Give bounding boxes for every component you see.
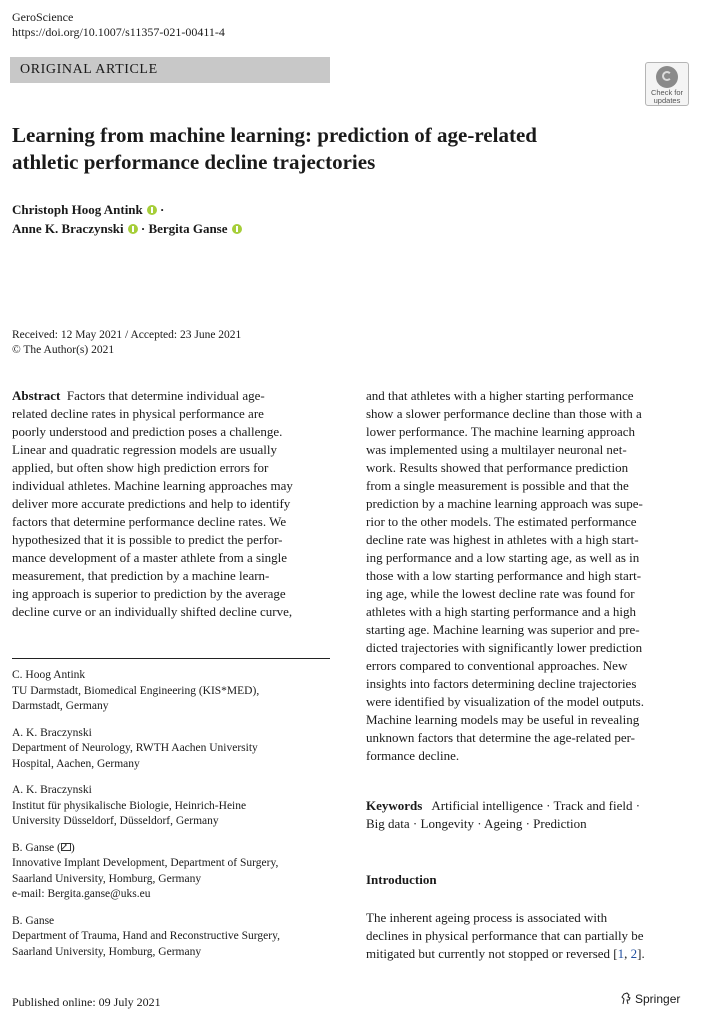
affiliation-item: A. K. Braczynski Institut für physikalische Biologie, Heinrich-Heine University Düsseldorf, Düsseldorf, Germany <box>12 784 247 827</box>
affiliation-item: A. K. Braczynski Department of Neurology, RWTH Aachen University Hospital, Aachen, Germany <box>12 726 258 770</box>
published-date: Published online: 09 July 2021 <box>12 995 161 1009</box>
orcid-icon[interactable] <box>147 205 157 215</box>
affiliation-item: B. Ganse Department of Trauma, Hand and Reconstructive Surgery, Saarland University, Homburg, Germany <box>12 914 280 958</box>
check-for-updates-button[interactable] <box>645 62 689 106</box>
email-link[interactable]: e-mail: Bergita.ganse@uks.eu <box>12 888 151 900</box>
abstract-right-column: and that athletes with a higher starting performance show a slower performance decline than those with a lower performance. The machine learning approach was implemented using a multilayer neuronal net- work. Results showed that performance prediction from a single measurement is possible and that the prediction by a machine learning approach was supe- rior to the other models. The estimated performance decline rate was highest in athletes with a high start- ing performance and a low starting age, as well as in those with a low starting performance and high start- ing age, while the lowest decline rate was found for athletes with a high starting performance and a high starting age. Machine learning was superior and pre- dicted trajectories with significantly lower prediction errors compared to conventional approaches. New insights into factors determining decline trajectories were identified by visualization of the model outputs. Machine learning models may be useful in revealing unknown factors that determine the age-related per- formance decline. <box>366 388 644 763</box>
keywords-heading: Keywords <box>366 798 423 813</box>
orcid-icon[interactable] <box>232 224 242 234</box>
check-updates-label: Check for updates <box>650 88 684 105</box>
author-name[interactable]: Anne K. Braczynski <box>12 221 124 236</box>
check-updates-icon <box>656 66 678 88</box>
author-list: Christoph Hoog Antink · Anne K. Braczynski · Bergita Ganse <box>12 200 242 238</box>
publisher-logo: Springer <box>620 992 680 1006</box>
introduction-heading: Introduction <box>366 872 437 887</box>
keywords: Keywords Artificial intelligence · Track and field · Big data · Longevity · Ageing · Prediction <box>366 798 641 831</box>
envelope-icon[interactable] <box>61 843 71 851</box>
author-name[interactable]: Christoph Hoog Antink <box>12 202 143 217</box>
affiliations-divider <box>12 658 330 659</box>
copyright: © The Author(s) 2021 <box>12 344 115 356</box>
introduction-text: The inherent ageing process is associated with declines in physical performance that can partially be mitigated but currently not stopped or reversed [1, 2]. <box>366 910 645 961</box>
journal-header <box>12 10 225 40</box>
affiliations <box>12 668 332 971</box>
article-type-bar: ORIGINAL ARTICLE <box>10 57 330 83</box>
abstract-left-column: Abstract Factors that determine individual age- related decline rates in physical performance are poorly understood and prediction poses a challenge. Linear and quadratic regression models are usually applied, but often show high prediction errors for individual athletes. Machine learning approaches may deliver more accurate predictions and help to identify factors that determine performance decline rates. We hypothesized that it is possible to predict the perfor- mance development of a master athlete from a single measurement, that prediction by a machine learn- ing approach is superior to prediction by the average decline curve or an individually shifted decline curve, <box>12 388 293 619</box>
affiliation-item: B. Ganse ( ) Innovative Implant Development, Department of Surgery, Saarland University, Homburg, Germany e-mail: Bergita.ganse@uks.eu <box>12 841 332 903</box>
citation-link[interactable]: 2 <box>630 946 638 961</box>
springer-horse-icon <box>620 992 632 1005</box>
journal-name: GeroScience <box>12 10 74 24</box>
author-name[interactable]: Bergita Ganse <box>148 221 228 236</box>
doi-link[interactable]: https://doi.org/10.1007/s11357-021-00411-4 <box>12 25 225 39</box>
orcid-icon[interactable] <box>128 224 138 234</box>
affiliation-item: C. Hoog Antink TU Darmstadt, Biomedical Engineering (KIS*MED), Darmstadt, Germany <box>12 669 260 712</box>
article-dates <box>12 328 241 358</box>
received-accepted: Received: 12 May 2021 / Accepted: 23 June 2021 <box>12 329 242 341</box>
abstract-heading: Abstract <box>12 388 61 403</box>
citation-link[interactable]: 1 <box>617 946 625 961</box>
article-title: Learning from machine learning: prediction of age-related athletic performance decline trajectories <box>12 123 537 174</box>
